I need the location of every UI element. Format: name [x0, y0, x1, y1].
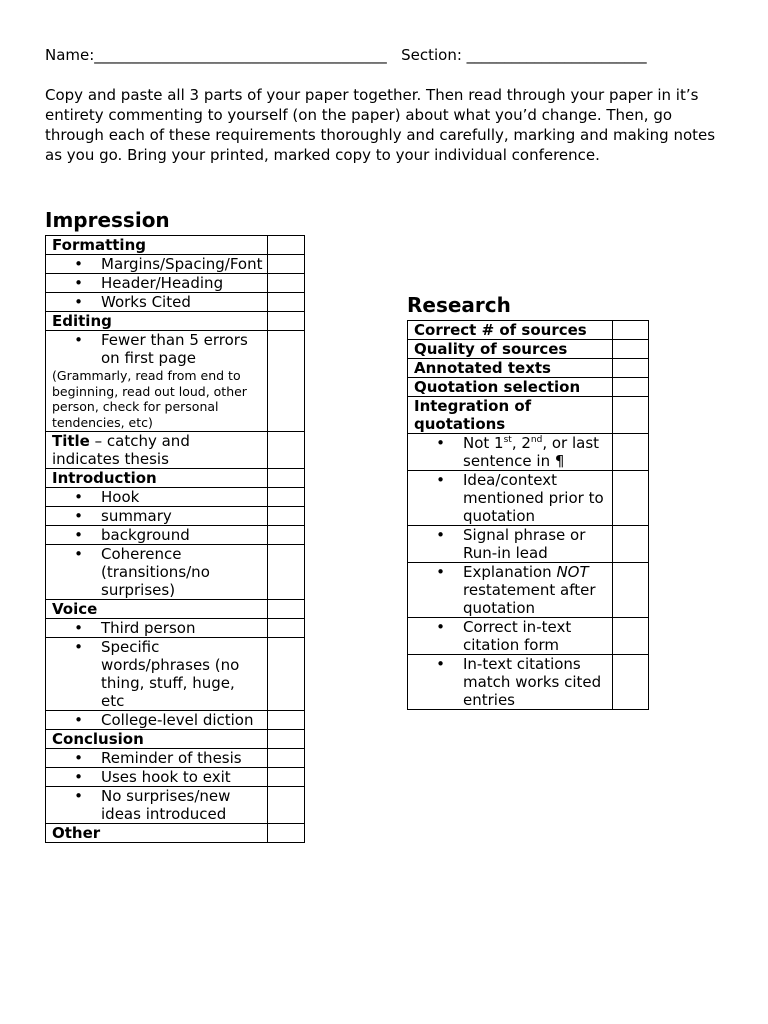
bullet-icon: • [74, 545, 83, 563]
sup-st: st [503, 435, 512, 445]
third-person-item: Third person [101, 619, 196, 637]
checkbox-cell[interactable] [613, 526, 649, 563]
table-row [46, 274, 305, 293]
table-row [46, 600, 305, 619]
other-header: Other [46, 824, 268, 843]
introduction-header: Introduction [46, 469, 268, 488]
bullet-icon: • [74, 619, 83, 637]
checkbox-cell[interactable] [613, 321, 649, 340]
coherence-item: Coherence (transitions/no surprises) [101, 545, 210, 599]
specific-words-item: Specific words/phrases (no thing, stuff, huge, etc [101, 638, 240, 710]
table-row [46, 545, 305, 600]
checkbox-cell[interactable] [268, 787, 305, 824]
editing-note: (Grammarly, read from end to beginning, read out loud, other person, check for personal tendencies, etc) [52, 368, 247, 430]
table-row [46, 526, 305, 545]
checkbox-cell[interactable] [268, 274, 305, 293]
table-row [46, 787, 305, 824]
editing-header: Editing [46, 312, 268, 331]
table-row [46, 469, 305, 488]
formatting-header: Formatting [46, 236, 268, 255]
bullet-icon: • [74, 507, 83, 525]
table-row [408, 359, 649, 378]
explanation-not: NOT [556, 563, 589, 581]
table-row [46, 236, 305, 255]
checkbox-cell[interactable] [613, 618, 649, 655]
checkbox-cell[interactable] [613, 378, 649, 397]
sup-nd: nd [530, 435, 543, 445]
correct-sources-header: Correct # of sources [408, 321, 613, 340]
checkbox-cell[interactable] [613, 434, 649, 471]
bullet-icon: • [74, 293, 83, 311]
table-row [46, 768, 305, 787]
fewer-errors-item: Fewer than 5 errors on first page [101, 331, 248, 367]
table-row [46, 619, 305, 638]
impression-title: Impression [45, 208, 170, 232]
table-row [408, 321, 649, 340]
checkbox-cell[interactable] [268, 488, 305, 507]
checkbox-cell[interactable] [268, 711, 305, 730]
signal-phrase-item: Signal phrase or Run-in lead [463, 526, 586, 562]
checkbox-cell[interactable] [268, 619, 305, 638]
quotation-selection-header: Quotation selection [408, 378, 613, 397]
integration-header: Integration of quotations [408, 397, 613, 434]
bullet-icon: • [436, 434, 445, 452]
table-row [408, 434, 649, 471]
margins-item: Margins/Spacing/Font [101, 255, 263, 273]
table-row [408, 397, 649, 434]
conclusion-header: Conclusion [46, 730, 268, 749]
college-diction-item: College-level diction [101, 711, 254, 729]
checkbox-cell[interactable] [613, 655, 649, 710]
table-row [408, 471, 649, 526]
table-row [46, 312, 305, 331]
not-first-text-c: , or last sentence in ¶ [463, 434, 600, 470]
table-row [46, 432, 305, 469]
works-cited-item: Works Cited [101, 293, 191, 311]
checkbox-cell[interactable] [268, 824, 305, 843]
bullet-icon: • [74, 768, 83, 786]
explanation-text-b: restatement after quotation [463, 581, 596, 617]
no-surprises-item: No surprises/new ideas introduced [101, 787, 231, 823]
checkbox-cell[interactable] [268, 236, 305, 255]
checkbox-cell[interactable] [613, 340, 649, 359]
checkbox-cell[interactable] [613, 397, 649, 434]
bullet-icon: • [74, 711, 83, 729]
explanation-item [463, 563, 606, 617]
checkbox-cell[interactable] [268, 526, 305, 545]
table-row [46, 488, 305, 507]
checkbox-cell[interactable] [268, 293, 305, 312]
table-row [46, 749, 305, 768]
checkbox-cell[interactable] [268, 331, 305, 432]
summary-item: summary [101, 507, 172, 525]
annotated-texts-header: Annotated texts [408, 359, 613, 378]
table-row [408, 655, 649, 710]
table-row [46, 638, 305, 711]
checkbox-cell[interactable] [268, 469, 305, 488]
research-table [407, 320, 649, 710]
name-section-line[interactable]: Name:_______________________________________ Section: ________________________ [45, 46, 647, 64]
correct-citation-item: Correct in-text citation form [463, 618, 572, 654]
hook-item: Hook [101, 488, 140, 506]
table-row [46, 255, 305, 274]
table-row [408, 563, 649, 618]
table-row [46, 711, 305, 730]
checkbox-cell[interactable] [268, 638, 305, 711]
checkbox-cell[interactable] [268, 432, 305, 469]
quality-sources-header: Quality of sources [408, 340, 613, 359]
checkbox-cell[interactable] [613, 359, 649, 378]
table-row [408, 618, 649, 655]
checkbox-cell[interactable] [613, 471, 649, 526]
table-row [46, 730, 305, 749]
not-first-item [463, 434, 606, 470]
idea-context-item: Idea/context mentioned prior to quotation [463, 471, 604, 525]
bullet-icon: • [74, 749, 83, 767]
not-first-text-a: Not 1 [463, 434, 504, 452]
table-row [46, 507, 305, 526]
bullet-icon: • [74, 274, 83, 292]
bullet-icon: • [74, 331, 83, 349]
bullet-icon: • [74, 255, 83, 273]
checkbox-cell[interactable] [268, 507, 305, 526]
checkbox-cell[interactable] [268, 255, 305, 274]
bullet-icon: • [436, 563, 445, 581]
background-item: background [101, 526, 190, 544]
checkbox-cell[interactable] [268, 600, 305, 619]
checkbox-cell[interactable] [268, 545, 305, 600]
table-row [46, 293, 305, 312]
explanation-text-a: Explanation [463, 563, 557, 581]
reminder-item: Reminder of thesis [101, 749, 242, 767]
title-label: Title [52, 432, 90, 450]
bullet-icon: • [74, 526, 83, 544]
instructions-paragraph: Copy and paste all 3 parts of your paper together. Then read through your paper in it’s entirety commenting to yourself (on the paper) about what you’d change. Then, go through each of these requirements thoroughly and carefully, marking and making notes as you go. Bring your printed, marked copy to your individual conference. [45, 86, 716, 164]
table-row [408, 378, 649, 397]
impression-table [45, 235, 305, 843]
not-first-text-b: , 2 [511, 434, 531, 452]
table-row [408, 526, 649, 563]
uses-hook-item: Uses hook to exit [101, 768, 231, 786]
checkbox-cell[interactable] [268, 730, 305, 749]
bullet-icon: • [74, 638, 83, 656]
title-desc: – catchy and indicates thesis [52, 432, 190, 468]
table-row [46, 331, 305, 432]
in-text-match-item: In-text citations match works cited entries [463, 655, 602, 709]
checkbox-cell[interactable] [268, 768, 305, 787]
research-title: Research [407, 293, 511, 317]
bullet-icon: • [74, 488, 83, 506]
voice-header: Voice [46, 600, 268, 619]
bullet-icon: • [436, 618, 445, 636]
table-row [408, 340, 649, 359]
header-heading-item: Header/Heading [101, 274, 224, 292]
bullet-icon: • [74, 787, 83, 805]
bullet-icon: • [436, 526, 445, 544]
checkbox-cell[interactable] [268, 749, 305, 768]
table-row [46, 824, 305, 843]
bullet-icon: • [436, 471, 445, 489]
checkbox-cell[interactable] [613, 563, 649, 618]
bullet-icon: • [436, 655, 445, 673]
checkbox-cell[interactable] [268, 312, 305, 331]
